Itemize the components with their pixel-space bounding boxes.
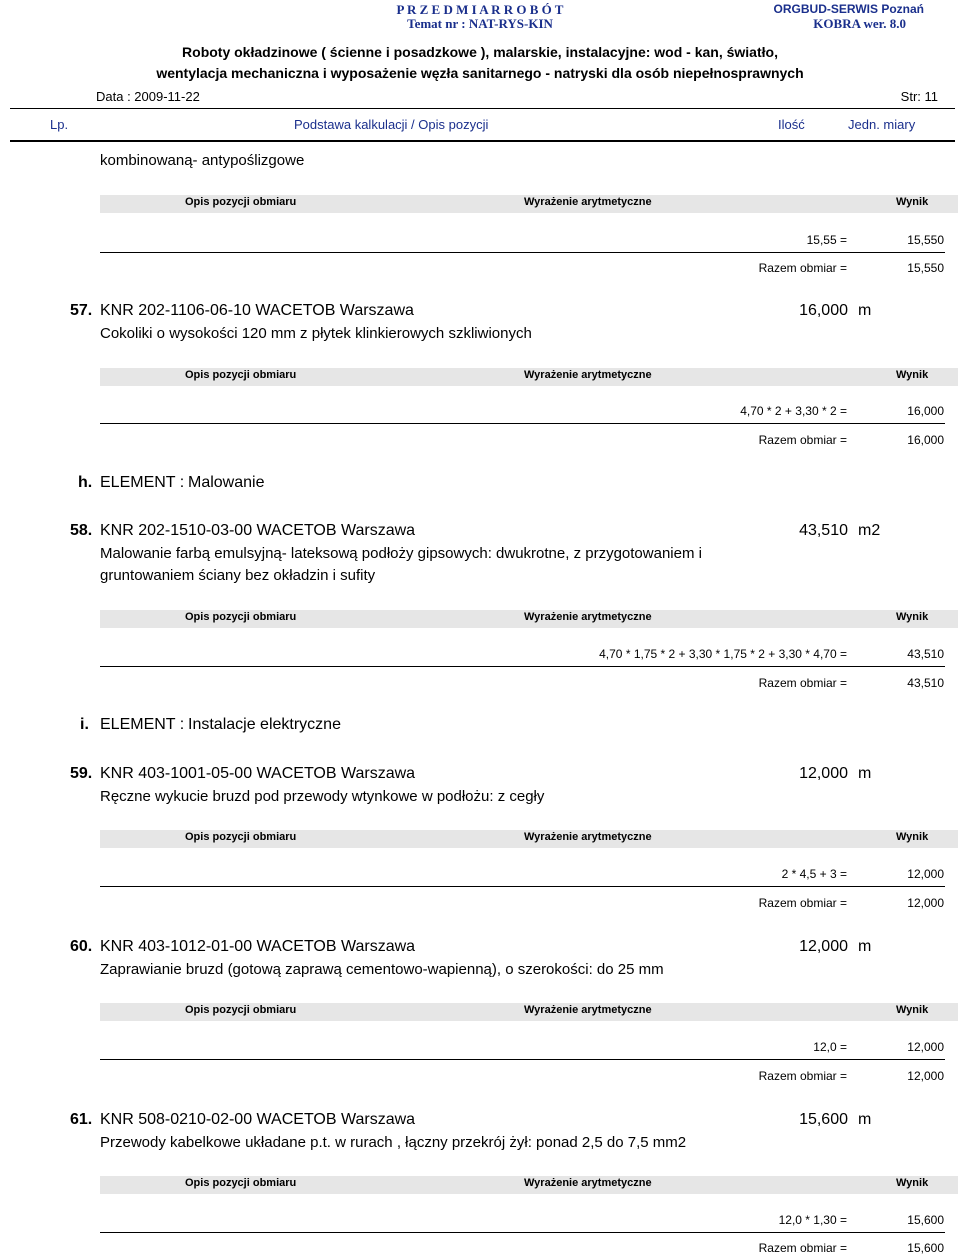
document-subtitle-line1: Roboty okładzinowe ( ścienne i posadzkowe ), malarskie, instalacyjne: wod - kan, światło, — [182, 44, 778, 60]
element-letter: i. — [80, 716, 89, 733]
position-description: Ręczne wykucie bruzd pod przewody wtynkowe w podłożu: z cegły — [100, 788, 545, 805]
document-date: Data : 2009-11-22 — [96, 89, 200, 104]
software-version: KOBRA wer. 8.0 — [813, 16, 906, 31]
topic-number: Temat nr : NAT-RYS-KIN — [407, 16, 553, 31]
measure-header-result: Wynik — [896, 611, 929, 623]
measure-rule — [100, 252, 945, 253]
position-unit: m — [858, 1111, 872, 1128]
position-unit: m2 — [858, 522, 881, 539]
position-description: Przewody kabelkowe układane p.t. w rurach , łączny przekrój żył: ponad 2,5 do 7,5 mm2 — [100, 1134, 687, 1151]
measure-header-desc: Opis pozycji obmiaru — [185, 196, 297, 208]
measure-rule — [100, 886, 945, 887]
measure-value: 16,000 — [907, 404, 944, 418]
measure-header-desc: Opis pozycji obmiaru — [185, 369, 297, 381]
measure-expression: 15,55 = — [806, 233, 847, 247]
continuation-description: kombinowaną- antypoślizgowe — [100, 152, 305, 169]
measure-expression: 12,0 = — [813, 1040, 847, 1054]
document-type-title: P R Z E D M I A R R O B Ó T — [396, 2, 564, 17]
measure-header-result: Wynik — [896, 1004, 929, 1016]
measure-value: 43,510 — [907, 647, 944, 661]
measure-value: 12,000 — [907, 867, 944, 881]
position-basis: KNR 202-1106-06-10 WACETOB Warszawa — [100, 302, 414, 319]
position-basis: KNR 508-0210-02-00 WACETOB Warszawa — [100, 1111, 416, 1128]
position-description: Malowanie farbą emulsyjną- lateksową podłoży gipsowych: dwukrotne, z przygotowaniem i — [100, 545, 702, 562]
position-basis: KNR 403-1001-05-00 WACETOB Warszawa — [100, 765, 416, 782]
measure-expression: 2 * 4,5 + 3 = — [781, 867, 847, 881]
position-quantity: 16,000 — [799, 302, 848, 319]
position-quantity: 12,000 — [799, 938, 848, 955]
position-quantity: 12,000 — [799, 765, 848, 782]
measure-rule — [100, 1059, 945, 1060]
position-quantity: 43,510 — [799, 522, 848, 539]
header-bottom-rule — [10, 140, 955, 142]
measure-header-expr: Wyrażenie arytmetyczne — [524, 196, 652, 208]
total-label: Razem obmiar = — [758, 261, 847, 275]
measure-value: 15,550 — [907, 233, 944, 247]
measure-header-expr: Wyrażenie arytmetyczne — [524, 1004, 652, 1016]
position-quantity: 15,600 — [799, 1111, 848, 1128]
measure-header-result: Wynik — [896, 369, 929, 381]
measure-rule — [100, 1232, 945, 1233]
total-label: Razem obmiar = — [758, 1241, 847, 1255]
total-value: 15,550 — [907, 261, 944, 275]
measure-header-bar — [100, 1003, 958, 1021]
measure-rule — [100, 423, 945, 424]
position-basis: KNR 202-1510-03-00 WACETOB Warszawa — [100, 522, 416, 539]
element-letter: h. — [78, 474, 93, 491]
measure-header-desc: Opis pozycji obmiaru — [185, 831, 297, 843]
measure-header-bar — [100, 368, 958, 386]
measure-header-desc: Opis pozycji obmiaru — [185, 1177, 297, 1189]
measure-header-result: Wynik — [896, 196, 929, 208]
header-top-rule — [10, 108, 955, 109]
element-label: ELEMENT : — [100, 716, 185, 733]
measure-header-desc: Opis pozycji obmiaru — [185, 611, 297, 623]
measure-header-bar — [100, 1176, 958, 1194]
position-unit: m — [858, 302, 872, 319]
measure-header-result: Wynik — [896, 831, 929, 843]
total-value: 43,510 — [907, 676, 944, 690]
measure-header-bar — [100, 610, 958, 628]
total-label: Razem obmiar = — [758, 896, 847, 910]
measure-expression: 12,0 * 1,30 = — [778, 1213, 847, 1227]
total-label: Razem obmiar = — [758, 676, 847, 690]
measure-value: 12,000 — [907, 1040, 944, 1054]
element-name: Malowanie — [188, 474, 265, 491]
position-description: gruntowaniem ściany bez okładzin i sufity — [100, 567, 376, 584]
position-number: 57. — [70, 302, 93, 319]
measure-header-result: Wynik — [896, 1177, 929, 1189]
position-number: 58. — [70, 522, 93, 539]
column-unit: Jedn. miary — [848, 117, 916, 132]
document-subtitle-line2: wentylacja mechaniczna i wyposażenie węzła sanitarnego - natryski dla osób niepełnosprawnych — [156, 65, 804, 81]
total-value: 12,000 — [907, 896, 944, 910]
measure-header-expr: Wyrażenie arytmetyczne — [524, 369, 652, 381]
measure-expression: 4,70 * 1,75 * 2 + 3,30 * 1,75 * 2 + 3,30 * 4,70 = — [599, 647, 847, 661]
company-name: ORGBUD-SERWIS Poznań — [773, 2, 924, 16]
element-name: Instalacje elektryczne — [188, 716, 341, 733]
page-number: Str: 11 — [900, 89, 938, 104]
position-unit: m — [858, 765, 872, 782]
position-basis: KNR 403-1012-01-00 WACETOB Warszawa — [100, 938, 416, 955]
total-value: 12,000 — [907, 1069, 944, 1083]
position-number: 59. — [70, 765, 93, 782]
measure-rule — [100, 666, 945, 667]
measure-header-desc: Opis pozycji obmiaru — [185, 1004, 297, 1016]
total-value: 15,600 — [907, 1241, 944, 1255]
measure-header-expr: Wyrażenie arytmetyczne — [524, 831, 652, 843]
column-basis-description: Podstawa kalkulacji / Opis pozycji — [294, 117, 489, 132]
total-value: 16,000 — [907, 433, 944, 447]
measure-header-expr: Wyrażenie arytmetyczne — [524, 1177, 652, 1189]
position-number: 60. — [70, 938, 93, 955]
total-label: Razem obmiar = — [758, 1069, 847, 1083]
column-lp: Lp. — [50, 117, 69, 132]
measure-expression: 4,70 * 2 + 3,30 * 2 = — [740, 404, 847, 418]
position-description: Zaprawianie bruzd (gotową zaprawą cementowo-wapienną), o szerokości: do 25 mm — [100, 961, 664, 978]
position-number: 61. — [70, 1111, 93, 1128]
position-description: Cokoliki o wysokości 120 mm z płytek klinkierowych szkliwionych — [100, 325, 532, 342]
measure-value: 15,600 — [907, 1213, 944, 1227]
measure-header-expr: Wyrażenie arytmetyczne — [524, 611, 652, 623]
measure-header-bar — [100, 830, 958, 848]
total-label: Razem obmiar = — [758, 433, 847, 447]
position-unit: m — [858, 938, 872, 955]
measure-header-bar — [100, 195, 958, 213]
element-label: ELEMENT : — [100, 474, 185, 491]
column-quantity: Ilość — [778, 117, 805, 132]
